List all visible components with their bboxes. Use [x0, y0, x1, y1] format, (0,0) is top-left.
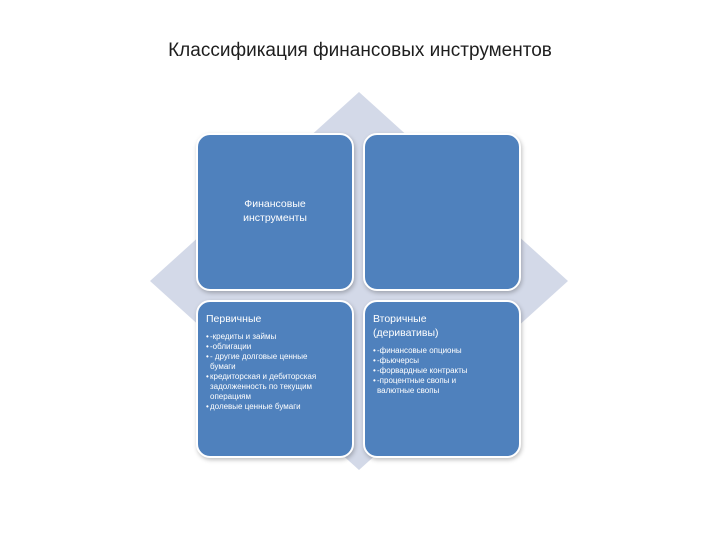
classification-diagram [150, 92, 570, 470]
secondary-item: • -финансовые опционы [373, 346, 511, 356]
primary-item: • кредиторская и дебиторская задолженность по текущим операциям [206, 372, 344, 402]
page-title: Классификация финансовых инструментов [168, 40, 552, 61]
secondary-item: • -форвардные контракты [373, 366, 511, 376]
secondary-heading: Вторичные (деривативы) [373, 313, 439, 339]
secondary-item: • -фьючерсы [373, 356, 511, 366]
secondary-list [365, 344, 519, 396]
primary-heading: Первичные [206, 313, 262, 325]
box-primary [196, 300, 354, 458]
primary-item: • -облигации [206, 342, 344, 352]
primary-item: • - другие долговые ценные бумаги [206, 352, 344, 372]
primary-item: • долевые ценные бумаги [206, 402, 344, 412]
box-secondary [363, 300, 521, 458]
secondary-item: • -процентные свопы и валютные свопы [373, 376, 511, 396]
financial-instruments-label: Финансовые инструменты [243, 198, 307, 224]
box-financial-instruments [196, 133, 354, 291]
primary-list [198, 330, 352, 412]
box-empty [363, 133, 521, 291]
primary-item: • -кредиты и займы [206, 332, 344, 342]
